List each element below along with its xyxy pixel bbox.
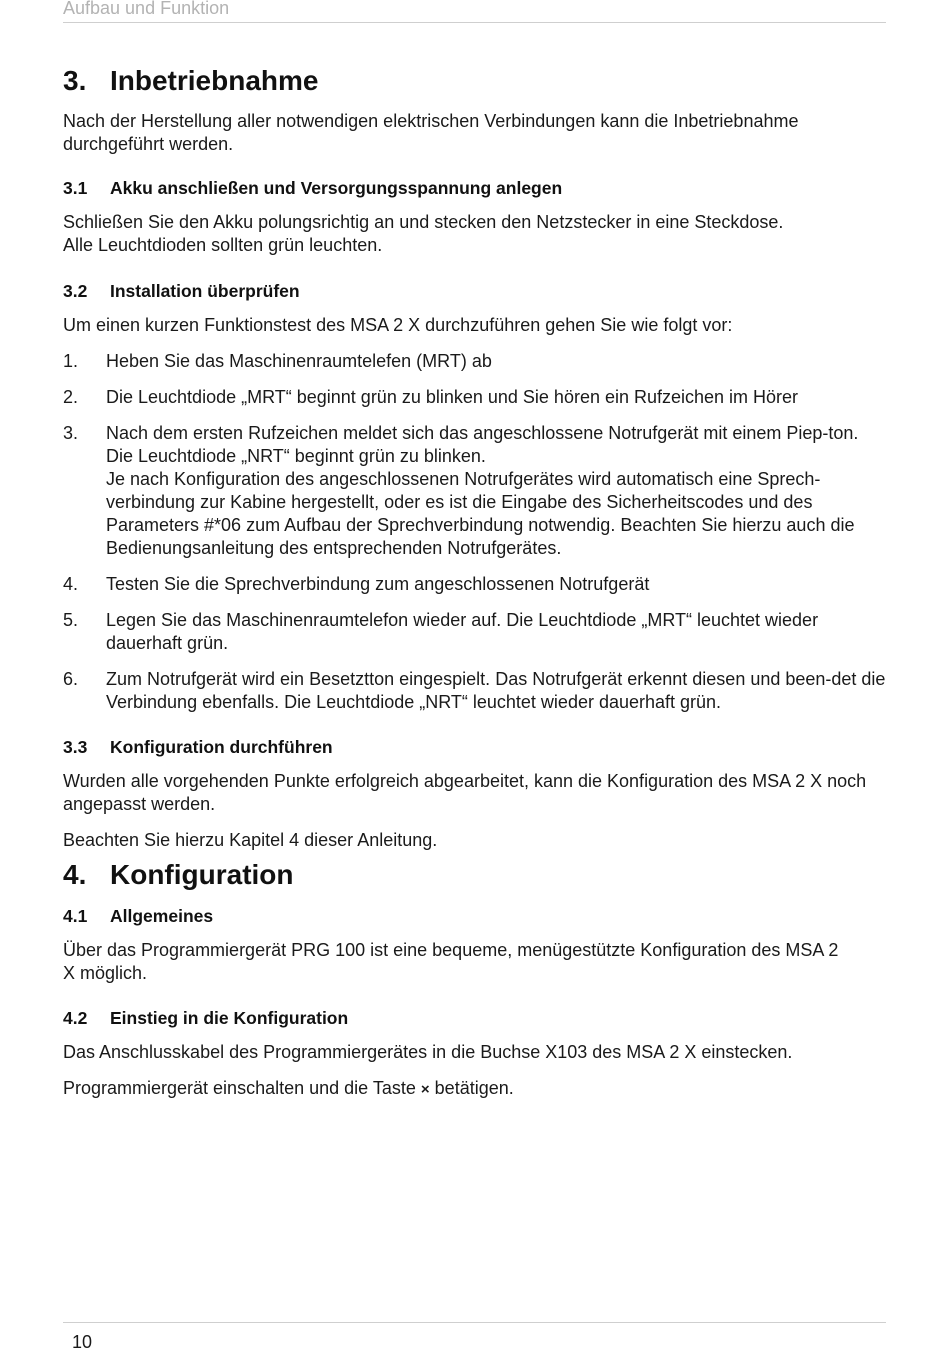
section-4-1-title: Allgemeines (110, 906, 214, 926)
section-3-2-intro: Um einen kurzen Funktionstest des MSA 2 X durchzuführen gehen Sie wie folgt vor: (63, 315, 733, 335)
step-number: 4. (63, 574, 79, 594)
footer-divider (63, 1322, 886, 1323)
step-text: Testen Sie die Sprechverbindung zum angeschlossenen Notrufgerät (106, 574, 650, 594)
page-content (63, 62, 886, 1101)
section-4-title: Konfiguration (110, 859, 294, 890)
section-4-1-number: 4.1 (63, 906, 88, 926)
section-4-2-paragraph-2 (63, 1077, 886, 1101)
step-text: Zum Notrufgerät wird ein Besetztton eingespielt. Das Notrufgerät erkennt diesen und been-det die Verbindung ebenfalls. Die Leuchtdiode „NRT“ leuchtet wieder dauerhaft grün. (106, 669, 886, 712)
close-key-icon: × (420, 1081, 430, 1098)
header-divider (63, 22, 886, 23)
section-3-1-title: Akku anschließen und Versorgungsspannung anlegen (110, 178, 563, 198)
section-4-2-number: 4.2 (63, 1008, 88, 1028)
step-number: 2. (63, 387, 79, 407)
running-header: Aufbau und Funktion (63, 0, 230, 18)
list-item (63, 386, 886, 409)
section-3-3-paragraph-1: Wurden alle vorgehenden Punkte erfolgreich abgearbeitet, kann die Konfiguration des MSA 2 X noch angepasst werden. (63, 771, 867, 814)
section-3-1-number: 3.1 (63, 178, 88, 198)
section-3-3-number: 3.3 (63, 737, 88, 757)
step-text: Legen Sie das Maschinenraumtelefon wieder auf. Die Leuchtdiode „MRT“ leuchtet wieder dauerhaft grün. (106, 610, 819, 653)
step-number: 3. (63, 423, 79, 443)
step-text: Die Leuchtdiode „MRT“ beginnt grün zu blinken und Sie hören ein Rufzeichen im Hörer (106, 387, 799, 407)
section-3-title: Inbetriebnahme (110, 65, 319, 96)
section-4-number: 4. (63, 859, 87, 890)
section-3-2-title: Installation überprüfen (110, 281, 300, 301)
step-text: Nach dem ersten Rufzeichen meldet sich das angeschlossene Notrufgerät mit einem Piep-ton. Die Leuchtdiode „NRT“ beginnt grün zu blinken. (106, 423, 859, 466)
instruction-text: Programmiergerät einschalten und die Taste (63, 1078, 416, 1098)
section-4-1-paragraph: Über das Programmiergerät PRG 100 ist eine bequeme, menügestützte Konfiguration des MSA 2 X möglich. (63, 940, 839, 983)
section-3-2-heading (63, 279, 886, 303)
step-number: 6. (63, 669, 79, 689)
list-item (63, 609, 886, 655)
list-item (63, 350, 886, 373)
section-3-3-title: Konfiguration durchführen (110, 737, 333, 757)
section-4-2-paragraph-1: Das Anschlusskabel des Programmiergerätes in die Buchse X103 des MSA 2 X einstecken. (63, 1042, 793, 1062)
list-item (63, 668, 886, 714)
test-steps-list (63, 350, 886, 714)
step-number: 5. (63, 610, 79, 630)
section-3-1-heading (63, 176, 886, 200)
section-3-1-line-1: Schließen Sie den Akku polungsrichtig an und stecken den Netzstecker in eine Steckdose. (63, 212, 784, 232)
section-3-3-heading (63, 735, 886, 759)
section-3-2-number: 3.2 (63, 281, 88, 301)
step-text: Heben Sie das Maschinenraumtelefen (MRT) ab (106, 351, 492, 371)
section-4-heading (63, 856, 886, 894)
section-3-1-line-2: Alle Leuchtdioden sollten grün leuchten. (63, 235, 383, 255)
step-text-block (106, 422, 886, 560)
section-4-2-heading (63, 1006, 886, 1030)
section-4-1-heading (63, 904, 886, 928)
section-4-2-title: Einstieg in die Konfiguration (110, 1008, 349, 1028)
section-3-heading (63, 62, 886, 100)
section-3-3-paragraph-2: Beachten Sie hierzu Kapitel 4 dieser Anleitung. (63, 830, 438, 850)
page-number: 10 (72, 1332, 93, 1352)
section-3-intro: Nach der Herstellung aller notwendigen elektrischen Verbindungen kann die Inbetriebnahme durchgeführt werden. (63, 111, 799, 154)
list-item (63, 573, 886, 596)
section-3-number: 3. (63, 65, 87, 96)
list-item (63, 422, 886, 560)
step-number: 1. (63, 351, 79, 371)
instruction-text-end: betätigen. (434, 1078, 514, 1098)
step-text-continued: Je nach Konfiguration des angeschlossenen Notrufgerätes wird automatisch eine Sprech-verbindung zur Kabine hergestellt, oder es ist die Eingabe des Sicherheitscodes und des Parameters #*06 zum Aufbau der Sprechverbindung notwendig. Beachten Sie hierzu auch die Bedienungsanleitung des entsprechenden Notrufgerätes. (106, 469, 855, 558)
